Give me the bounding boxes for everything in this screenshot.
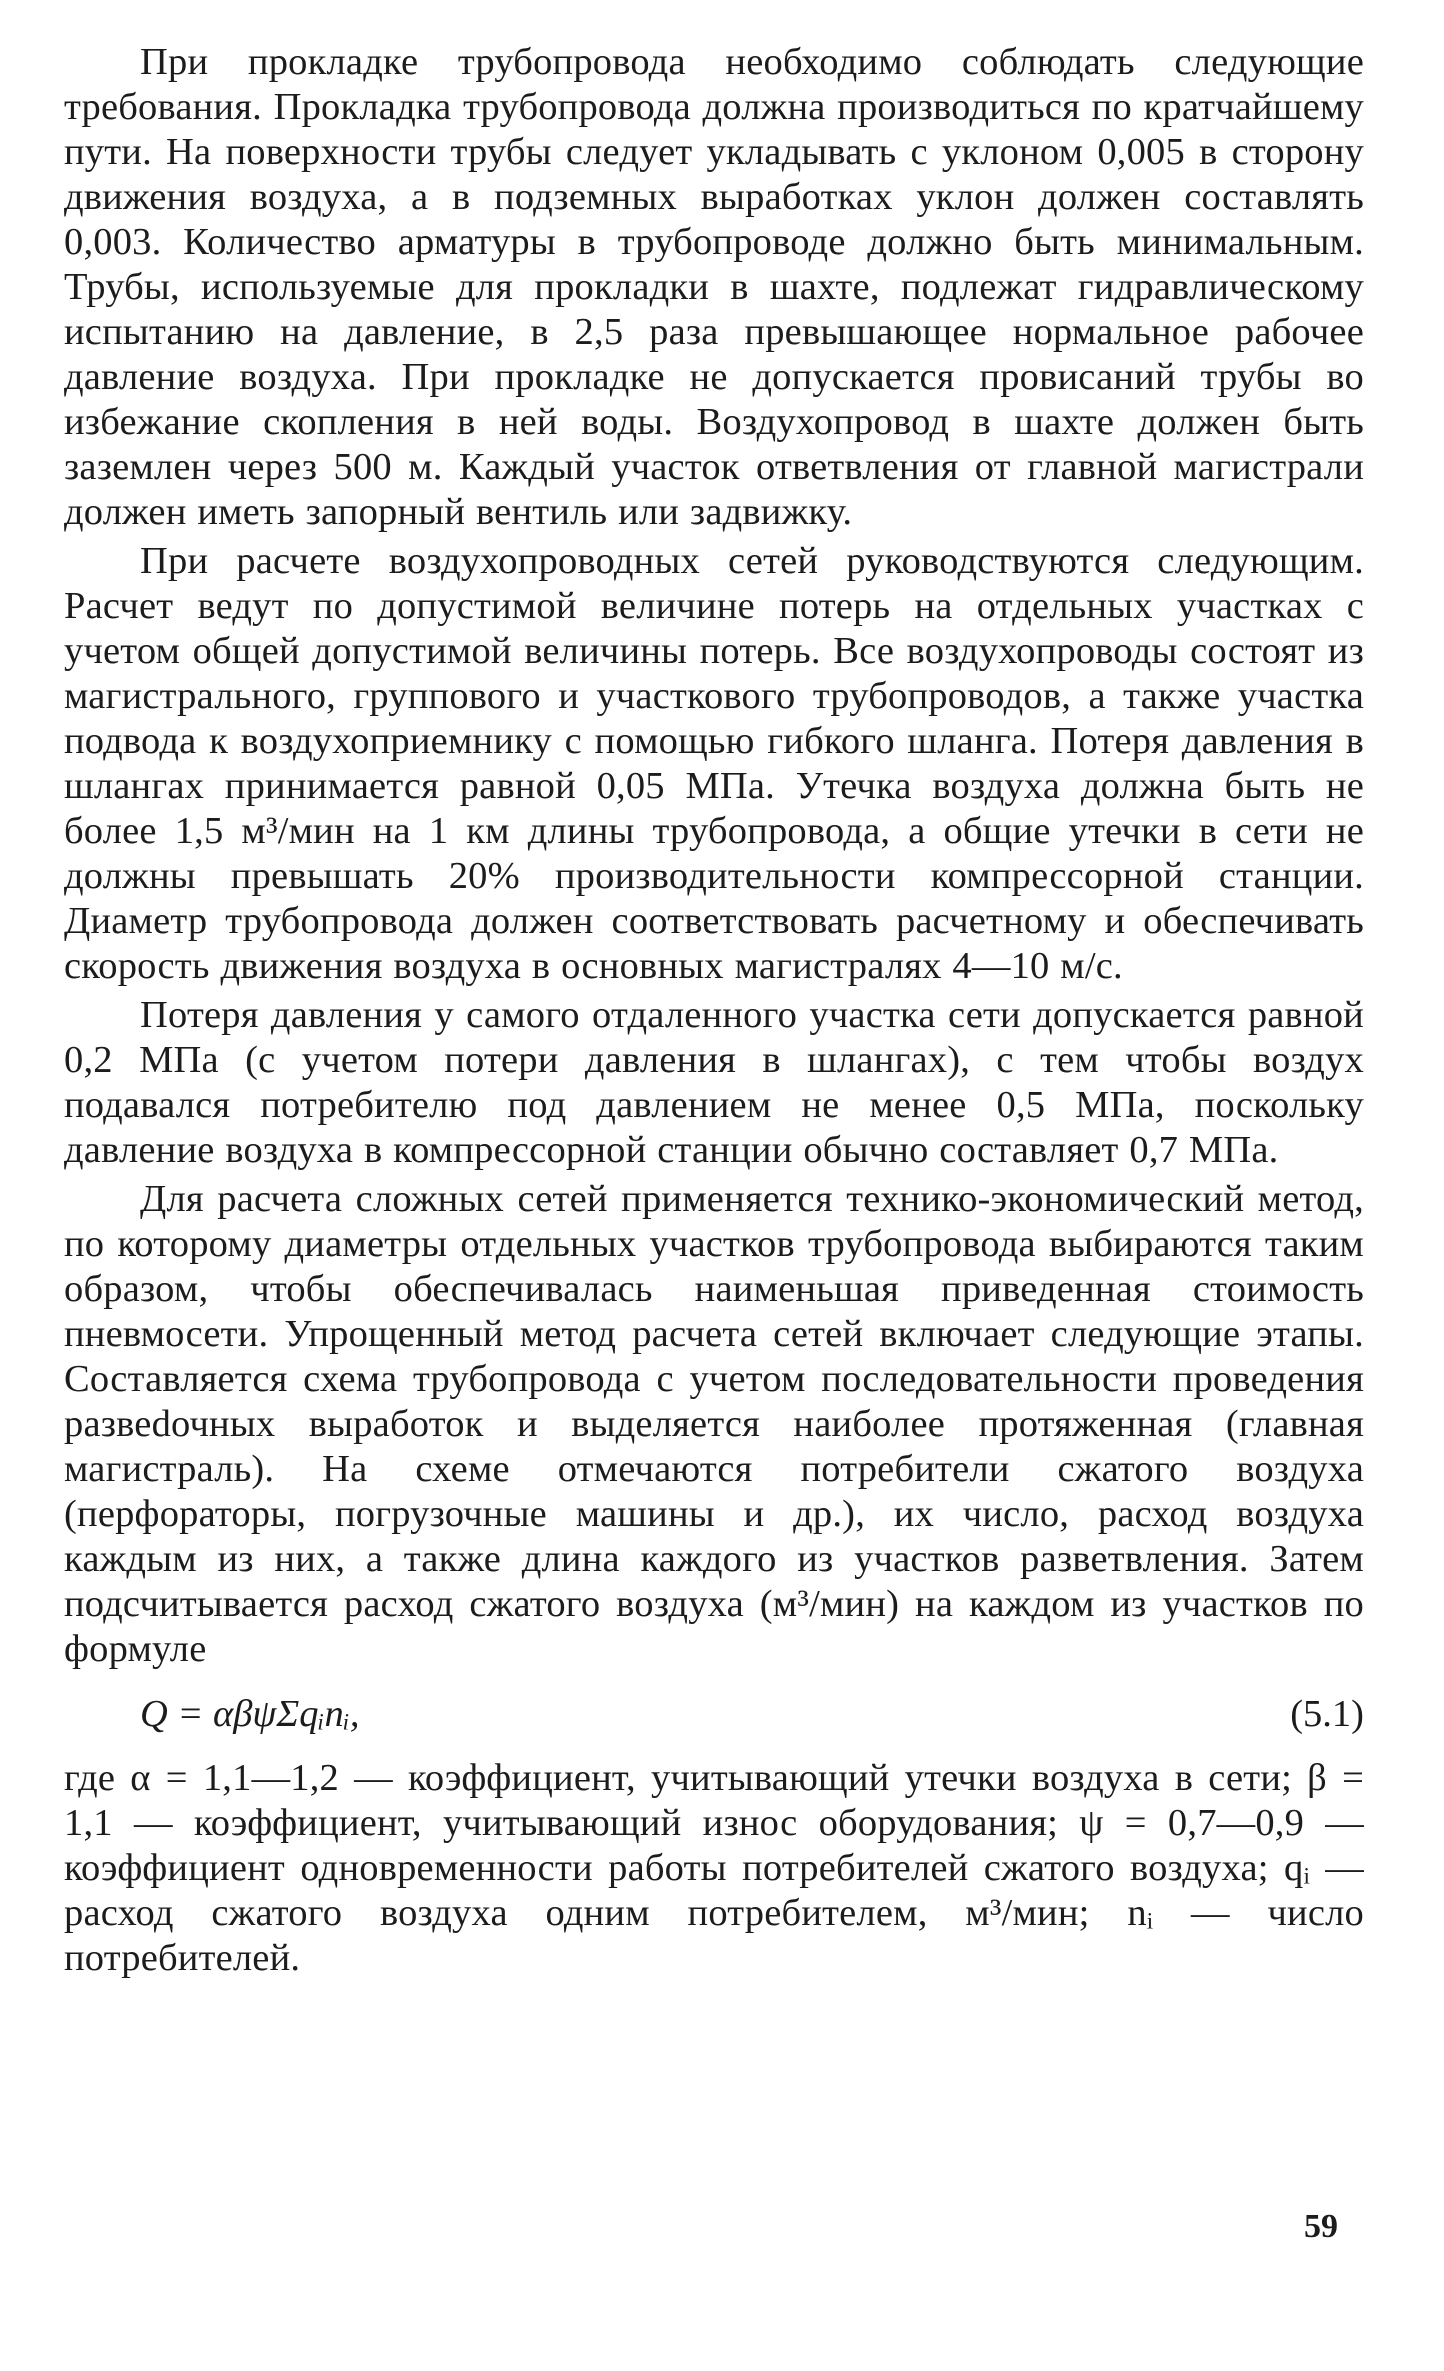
- paragraph-complex-networks: Для расчета сложных сетей применяется технико-экономический метод, по которому диаметры отдельных участков трубопровода выбираются таким образом, чтобы обеспечивалась наименьшая приведенная стоимость пневмосети. Упрощенный метод расчета сетей включает следующие этапы. Составляется схема трубопровода с учетом последовательности проведения развеdочных выработок и выделяется наиболее протяженная (главная магистраль). На схеме отмечаются потребители сжатого воздуха (перфораторы, погрузочные машины и др.), их число, расход воздуха каждым из них, а также длина каждого из участков разветвления. Затем подсчитывается расход сжатого воздуха (м³/мин) на каждом из участков по формуле: [64, 1178, 1364, 1670]
- paragraph-pressure-loss: Потеря давления у самого отдаленного участка сети допускается равной 0,2 МПа (с учетом потери давления в шлангах), с тем чтобы воздух подавался потребителю под давлением не менее 0,5 МПа, поскольку давление воздуха в компрессорной станции обычно составляет 0,7 МПа.: [64, 994, 1364, 1171]
- paragraph-pipeline-requirements: При прокладке трубопровода необходимо соблюдать следующие требования. Прокладка трубопровода должна производиться по кратчайшему пути. На поверхности трубы следует укладывать с уклоном 0,005 в сторону движения воздуха, а в подземных выработках уклон должен составлять 0,003. Количество арматуры в трубопроводе должно быть минимальным. Трубы, используемые для прокладки в шахте, подлежат гидравлическому испытанию на давление, в 2,5 раза превышающее нормальное рабочее давление воздуха. При прокладке не допускается провисаний трубы во избежание скопления в ней воды. Воздухопровод в шахте должен быть заземлен через 500 м. Каждый участок ответвления от главной магистрали должен иметь запорный вентиль или задвижку.: [64, 41, 1364, 533]
- page-number: 59: [1304, 2208, 1338, 2245]
- page-body: [64, 40, 1364, 1981]
- paragraph-network-calculation: При расчете воздухопроводных сетей руководствуются следующим. Расчет ведут по допустимой величине потерь на отдельных участках с учетом общей допустимой величины потерь. Все воздухопроводы состоят из магистрального, группового и участкового трубопроводов, а также участка подвода к воздухоприемнику с помощью гибкого шланга. Потеря давления в шлангах принимается равной 0,05 МПа. Утечка воздуха должна быть не более 1,5 м³/мин на 1 км длины трубопровода, а общие утечки в сети не должны превышать 20% производительности компрессорной станции. Диаметр трубопровода должен соответствовать расчетному и обеспечивать скорость движения воздуха в основных магистралях 4—10 м/с.: [64, 540, 1364, 987]
- formula-number: (5.1): [1290, 1693, 1364, 1735]
- formula-5-1: [64, 1686, 1364, 1744]
- formula-expression: Q = αβψΣqᵢnᵢ,: [140, 1693, 360, 1735]
- paragraph-formula-legend: где α = 1,1—1,2 — коэффициент, учитывающий утечки воздуха в сети; β = 1,1 — коэффициент, учитывающий износ оборудования; ψ = 0,7—0,9 — коэффициент одновременности работы потребителей сжатого воздуха; qᵢ — расход сжатого воздуха одним потребителем, м³/мин; nᵢ — число потребителей.: [64, 1757, 1364, 1979]
